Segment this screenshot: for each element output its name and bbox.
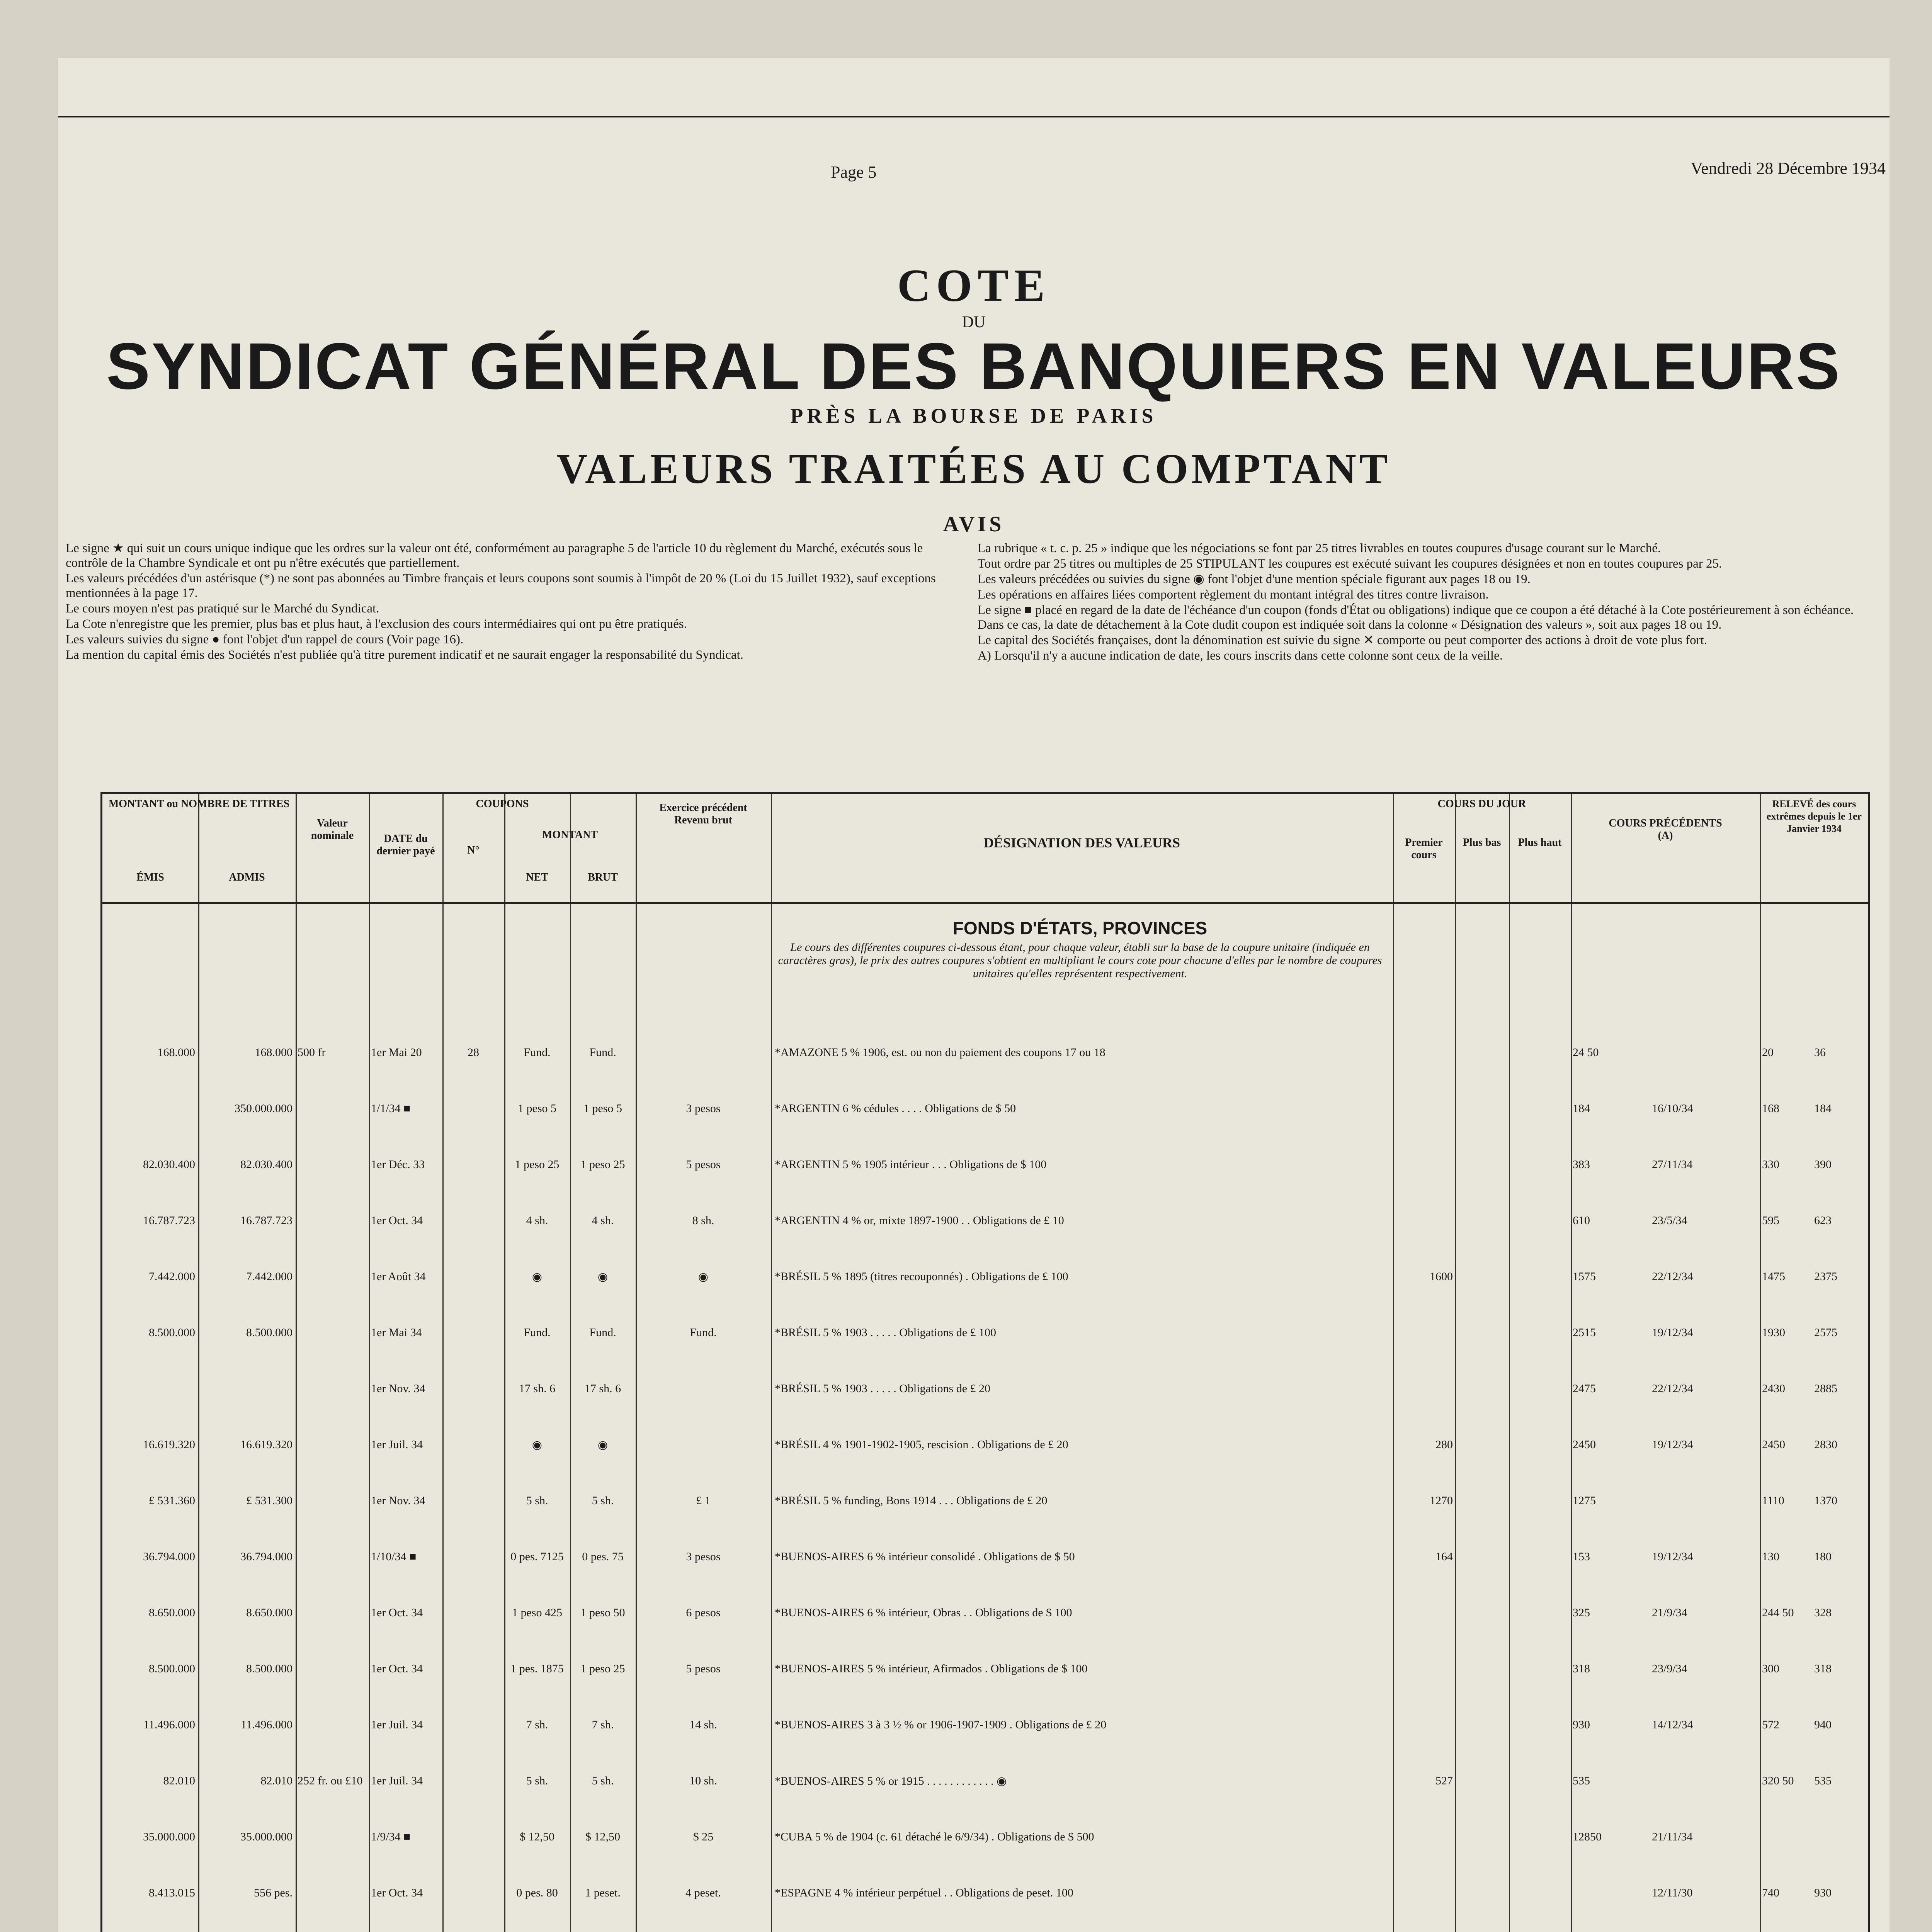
cell-exercice: 5 pesos (686, 1158, 721, 1171)
cell-prec: 318 (1573, 1662, 1590, 1675)
cell-prec: 2475 (1573, 1382, 1596, 1395)
cell-premier: 1600 (1430, 1270, 1453, 1283)
cell-emis: 35.000.000 (143, 1830, 195, 1843)
cell-net: 1 peso 25 (515, 1158, 560, 1171)
cell-no: 28 (468, 1046, 479, 1059)
cell-admis: 11.496.000 (241, 1718, 293, 1731)
cell-emis: 8.500.000 (149, 1326, 195, 1339)
column-rule (504, 794, 505, 1932)
avis-note: La mention du capital émis des Sociétés n'est publiée qu'à titre purement indicatif et ne saurait engager la responsabilité du Syndicat. (66, 648, 743, 662)
avis-note: Le signe ★ qui suit un cours unique indique que les ordres sur la valeur ont été, conformément au paragraphe 5 de l'article 10 du règlement du Marché, exécutés sous le contrôle de la Chambre Syndicale et ont pu n'être exécutés que partiellement. (66, 541, 923, 570)
cell-rel-haut: 2575 (1814, 1326, 1837, 1339)
cell-date: 1/10/34 ■ (371, 1550, 417, 1563)
cell-prec: 153 (1573, 1550, 1590, 1563)
cell-rel-haut: 940 (1814, 1718, 1832, 1731)
issue-date: Vendredi 28 Décembre 1934 (1690, 159, 1886, 178)
cell-prec: 610 (1573, 1214, 1590, 1227)
column-rule (369, 794, 370, 1932)
cell-brut: 1 peso 50 (580, 1606, 625, 1619)
cell-brut: 0 pes. 75 (582, 1550, 624, 1563)
table-row (102, 1153, 1868, 1175)
cell-designation: *AMAZONE 5 % 1906, est. ou non du paiement des coupons 17 ou 18 (775, 1046, 1105, 1059)
cell-admis: 7.442.000 (246, 1270, 293, 1283)
cell-valeur: 252 fr. ou £10 (298, 1774, 363, 1787)
cell-rel-haut: 930 (1814, 1886, 1832, 1899)
header-net: NET (526, 871, 548, 883)
cell-designation: *ESPAGNE 4 % intérieur perpétuel . . Obligations de peset. 100 (775, 1886, 1073, 1899)
cell-date: 1er Oct. 34 (371, 1606, 423, 1619)
cell-rel-haut: 184 (1814, 1102, 1832, 1115)
cell-designation: *BUENOS-AIRES 6 % intérieur consolidé . Obligations de $ 50 (775, 1550, 1075, 1563)
header-montant: MONTANT ou NOMBRE DE TITRES (108, 798, 290, 810)
column-rule (1393, 794, 1394, 1932)
cell-emis: 7.442.000 (149, 1270, 195, 1283)
cell-emis: £ 531.360 (149, 1494, 195, 1507)
cell-date: 1/9/34 ■ (371, 1830, 411, 1843)
table-row (102, 1714, 1868, 1735)
header-cours-precedents: COURS PRÉCÉDENTS (A) (1609, 817, 1722, 842)
cell-rel-bas: 130 (1762, 1550, 1779, 1563)
avis-note: Le capital des Sociétés françaises, dont la dénomination est suivie du signe ✕ comporte ou peut comporter des actions à droit de vote plus fort. (978, 633, 1707, 647)
cell-rel-haut: 2375 (1814, 1270, 1837, 1283)
cell-designation: *BRÉSIL 5 % 1895 (titres recouponnés) . Obligations de £ 100 (775, 1270, 1068, 1283)
cell-designation: *BUENOS-AIRES 6 % intérieur, Obras . . Obligations de $ 100 (775, 1606, 1072, 1619)
masthead-cote: COTE (897, 260, 1051, 311)
cell-rel-bas: 300 (1762, 1662, 1779, 1675)
cell-net: ◉ (532, 1439, 543, 1451)
cell-admis: 35.000.000 (240, 1830, 293, 1843)
cell-rel-bas: 740 (1762, 1886, 1779, 1899)
cell-date: 1er Mai 34 (371, 1326, 422, 1339)
cell-date: 1er Août 34 (371, 1270, 426, 1283)
column-rule (636, 794, 637, 1932)
table-section-title: FONDS D'ÉTATS, PROVINCES (952, 918, 1208, 938)
table-row (102, 1265, 1868, 1287)
cell-valeur: 500 fr (298, 1046, 326, 1059)
cell-rel-bas: 2450 (1762, 1438, 1785, 1451)
cell-net: 1 pes. 1875 (510, 1662, 564, 1675)
cell-net: 0 pes. 80 (516, 1886, 558, 1899)
table-row (102, 1209, 1868, 1231)
cell-admis: 8.650.000 (246, 1606, 293, 1619)
cell-prec-date: 23/5/34 (1652, 1214, 1687, 1227)
cell-brut: 17 sh. 6 (584, 1382, 621, 1395)
header-designation: DÉSIGNATION DES VALEURS (983, 835, 1180, 850)
cell-rel-haut: 318 (1814, 1662, 1832, 1675)
cell-exercice: 3 pesos (686, 1102, 721, 1115)
cell-date: 1er Oct. 34 (371, 1214, 423, 1227)
column-rule (1455, 794, 1456, 1932)
cell-admis: £ 531.300 (246, 1494, 293, 1507)
cell-emis: 8.500.000 (149, 1662, 195, 1675)
cell-net: 5 sh. (526, 1494, 548, 1507)
cell-net: $ 12,50 (520, 1830, 554, 1843)
header-date: DATE du dernier payé (376, 833, 435, 857)
cell-rel-bas: 330 (1762, 1158, 1779, 1171)
cell-prec: 24 50 (1573, 1046, 1599, 1059)
cell-rel-haut: 2830 (1814, 1438, 1837, 1451)
table-row (102, 1770, 1868, 1791)
cell-exercice: 3 pesos (686, 1550, 721, 1563)
column-rule (296, 794, 297, 1932)
table-section-note: Le cours des différentes coupures ci-dessous étant, pour chaque valeur, établi sur la base de la coupure unitaire (indiquée en caractères gras), le prix des autres coupures s'obtient en multipliant le cours cote pour chacune d'elles par le nombre de coupures unitaires qu'elles représentent respectivement. (778, 941, 1382, 980)
cell-rel-bas: 20 (1762, 1046, 1774, 1059)
table-row (102, 1378, 1868, 1399)
cell-designation: *ARGENTIN 6 % cédules . . . . Obligations de $ 50 (775, 1102, 1016, 1115)
cell-date: 1er Juil. 34 (371, 1774, 423, 1787)
cell-rel-bas: 572 (1762, 1718, 1779, 1731)
cell-designation: *BRÉSIL 4 % 1901-1902-1905, rescision . Obligations de £ 20 (775, 1438, 1068, 1451)
cell-prec-date: 16/10/34 (1652, 1102, 1693, 1115)
cell-brut: 5 sh. (592, 1774, 614, 1787)
table-row (102, 1097, 1868, 1119)
cell-brut: 1 peset. (585, 1886, 621, 1899)
column-rule (442, 794, 444, 1932)
avis-note: Les opérations en affaires liées comportent règlement du montant intégral des titres contre livraison. (978, 588, 1489, 602)
avis-note: Le cours moyen n'est pas pratiqué sur le Marché du Syndicat. (66, 602, 379, 616)
cell-rel-haut: 2885 (1814, 1382, 1837, 1395)
cell-rel-bas: 1475 (1762, 1270, 1785, 1283)
avis-note: Tout ordre par 25 titres ou multiples de 25 STIPULANT les coupures est exécuté suivant les coupures désignées et non en toutes coupures par 25. (978, 557, 1722, 571)
cell-brut: 5 sh. (592, 1494, 614, 1507)
cell-exercice: 8 sh. (692, 1214, 714, 1227)
table-row (102, 1602, 1868, 1623)
cell-premier: 1270 (1430, 1494, 1453, 1507)
cell-rel-bas: 2430 (1762, 1382, 1785, 1395)
cell-date: 1er Oct. 34 (371, 1886, 423, 1899)
cell-emis: 82.030.400 (143, 1158, 195, 1171)
cell-net: 7 sh. (526, 1718, 548, 1731)
cell-designation: *BUENOS-AIRES 5 % intérieur, Afirmados . Obligations de $ 100 (775, 1662, 1088, 1675)
cell-prec-date: 19/12/34 (1652, 1438, 1693, 1451)
avis-heading: AVIS (943, 512, 1005, 536)
cell-prec: 535 (1573, 1774, 1590, 1787)
top-rule (58, 58, 1889, 117)
avis-note: Les valeurs précédées d'un astérisque (*) ne sont pas abonnées au Timbre français et leurs coupons sont soumis à l'impôt de 20 % (Loi du 15 Juillet 1932), sauf exceptions mentionnées à la page 17. (66, 571, 936, 600)
cell-net: 1 peso 5 (518, 1102, 556, 1115)
cell-brut: Fund. (589, 1046, 616, 1059)
cell-net: 5 sh. (526, 1774, 548, 1787)
cell-emis: 82.010 (163, 1774, 195, 1787)
cell-prec: 1275 (1573, 1494, 1596, 1507)
cell-emis: 8.413.015 (149, 1886, 195, 1899)
cell-prec: 325 (1573, 1606, 1590, 1619)
cell-date: 1er Oct. 34 (371, 1662, 423, 1675)
cell-emis: 11.496.000 (143, 1718, 195, 1731)
table-row (102, 1321, 1868, 1343)
cell-prec: 930 (1573, 1718, 1590, 1731)
cell-brut: 1 peso 25 (580, 1158, 625, 1171)
column-rule (1509, 794, 1510, 1932)
cell-net: ◉ (532, 1270, 543, 1283)
table-row (102, 1826, 1868, 1847)
cell-prec: 2450 (1573, 1438, 1596, 1451)
cell-admis: 16.787.723 (240, 1214, 293, 1227)
cell-prec-date: 14/12/34 (1652, 1718, 1693, 1731)
cell-rel-haut: 623 (1814, 1214, 1832, 1227)
cell-prec-date: 21/9/34 (1652, 1606, 1687, 1619)
avis-note: La Cote n'enregistre que les premier, plus bas et plus haut, à l'exclusion des cours intermédiaires qui ont pu être pratiqués. (66, 617, 687, 631)
cell-prec-date: 19/12/34 (1652, 1550, 1693, 1563)
cell-exercice: £ 1 (696, 1494, 711, 1507)
cell-exercice: Fund. (690, 1326, 717, 1339)
cell-prec: 12850 (1573, 1830, 1602, 1843)
cell-rel-bas: 244 50 (1762, 1606, 1794, 1619)
cell-brut: 7 sh. (592, 1718, 614, 1731)
header-plus-haut: Plus haut (1518, 837, 1562, 849)
table-row (102, 1882, 1868, 1903)
cell-exercice: 6 pesos (686, 1606, 721, 1619)
avis-note: Les valeurs précédées ou suivies du signe ◉ font l'objet d'une mention spéciale figurant aux pages 18 ou 19. (978, 572, 1531, 586)
avis-left-column (66, 541, 947, 663)
cell-exercice: 14 sh. (689, 1718, 717, 1731)
cell-prec-date: 23/9/34 (1652, 1662, 1687, 1675)
cell-admis: 168.000 (255, 1046, 293, 1059)
header-emis: ÉMIS (136, 871, 164, 883)
cell-admis: 16.619.320 (240, 1438, 293, 1451)
column-rule (570, 794, 571, 1932)
header-admis: ADMIS (229, 871, 265, 883)
cell-prec-date: 21/11/34 (1652, 1830, 1693, 1843)
page-number: Page 5 (831, 163, 877, 182)
cell-prec-date: 12/11/30 (1652, 1886, 1693, 1899)
cell-admis: 556 pes. (254, 1886, 293, 1899)
header-releve: RELEVÉ des cours extrêmes depuis le 1er Janvier 1934 (1766, 798, 1862, 834)
cell-rel-haut: 180 (1814, 1550, 1832, 1563)
masthead-subtitle: PRÈS LA BOURSE DE PARIS (790, 404, 1157, 427)
cell-brut: 1 peso 5 (583, 1102, 622, 1115)
cell-prec-date: 22/12/34 (1652, 1382, 1693, 1395)
cell-admis: 8.500.000 (246, 1662, 293, 1675)
cell-prec: 1575 (1573, 1270, 1596, 1283)
header-exercice: Exercice précédent Revenu brut (659, 802, 747, 826)
cell-rel-bas: 168 (1762, 1102, 1779, 1115)
cell-emis: 16.787.723 (143, 1214, 195, 1227)
cell-designation: *BUENOS-AIRES 5 % or 1915 . . . . . . . . . . . . ◉ (775, 1775, 1007, 1787)
cell-admis: 82.010 (260, 1774, 293, 1787)
header-coupons: COUPONS (476, 798, 529, 810)
cell-emis: 168.000 (157, 1046, 195, 1059)
cell-prec: 2515 (1573, 1326, 1596, 1339)
newspaper-page (58, 58, 1889, 1932)
cell-brut: ◉ (597, 1270, 608, 1283)
cell-date: 1er Juil. 34 (371, 1718, 423, 1731)
cell-rel-bas: 320 50 (1762, 1774, 1794, 1787)
table-row (102, 1546, 1868, 1567)
cell-net: 0 pes. 7125 (510, 1550, 564, 1563)
cell-exercice: ◉ (698, 1270, 709, 1283)
column-rule (1571, 794, 1572, 1932)
cell-admis: 36.794.000 (240, 1550, 293, 1563)
cell-date: 1er Nov. 34 (371, 1382, 425, 1395)
header-rule (102, 902, 1868, 904)
cell-premier: 527 (1435, 1774, 1453, 1787)
header-brut: BRUT (588, 871, 618, 883)
cell-admis: 82.030.400 (240, 1158, 293, 1171)
header-cours-jour: COURS DU JOUR (1437, 798, 1526, 810)
cell-net: Fund. (524, 1046, 551, 1059)
cell-prec-date: 22/12/34 (1652, 1270, 1693, 1283)
cell-rel-haut: 328 (1814, 1606, 1832, 1619)
cell-designation: *BRÉSIL 5 % funding, Bons 1914 . . . Obligations de £ 20 (775, 1494, 1048, 1507)
cell-prec: 383 (1573, 1158, 1590, 1171)
column-rule (198, 794, 199, 1932)
cell-designation: *BRÉSIL 5 % 1903 . . . . . Obligations de £ 20 (775, 1382, 991, 1395)
header-plus-bas: Plus bas (1463, 837, 1501, 849)
avis-note: A) Lorsqu'il n'y a aucune indication de date, les cours inscrits dans cette colonne sont ceux de la veille. (978, 649, 1503, 663)
cell-prec-date: 27/11/34 (1652, 1158, 1693, 1171)
table-row (102, 1434, 1868, 1455)
cell-premier: 164 (1435, 1550, 1453, 1563)
cell-designation: *ARGENTIN 5 % 1905 intérieur . . . Obligations de $ 100 (775, 1158, 1047, 1171)
cell-net: 4 sh. (526, 1214, 548, 1227)
cell-rel-haut: 1370 (1814, 1494, 1837, 1507)
cell-rel-bas: 1110 (1762, 1494, 1784, 1507)
masthead-du: DU (962, 313, 986, 331)
cell-exercice: $ 25 (693, 1830, 714, 1843)
cell-date: 1/1/34 ■ (371, 1102, 411, 1115)
cell-rel-haut: 36 (1814, 1046, 1826, 1059)
cell-exercice: 4 peset. (685, 1886, 721, 1899)
cell-exercice: 5 pesos (686, 1662, 721, 1675)
cell-exercice: 10 sh. (689, 1774, 717, 1787)
cell-net: 17 sh. 6 (519, 1382, 556, 1395)
cell-designation: *CUBA 5 % de 1904 (c. 61 détaché le 6/9/34) . Obligations de $ 500 (775, 1830, 1094, 1843)
avis-note: Le signe ■ placé en regard de la date de l'échéance d'un coupon (fonds d'État ou obligations) indique que ce coupon a été détaché à la Cote postérieurement à son échéance. Dans ce cas, la date de détachement à la Cote dudit coupon est indiquée soit dans la colonne « Désignation des valeurs », soit aux pages 18 ou 19. (978, 603, 1854, 632)
cell-brut: ◉ (597, 1439, 608, 1451)
cell-rel-bas: 595 (1762, 1214, 1779, 1227)
cell-admis: 350.000.000 (235, 1102, 293, 1115)
avis-note: La rubrique « t. c. p. 25 » indique que les négociations se font par 25 titres livrables en toutes coupures d'usage courant sur le Marché. (978, 541, 1661, 555)
cell-designation: *BUENOS-AIRES 3 à 3 ½ % or 1906-1907-1909 . Obligations de £ 20 (775, 1718, 1107, 1731)
cell-designation: *BRÉSIL 5 % 1903 . . . . . Obligations de £ 100 (775, 1326, 997, 1339)
cell-prec: 184 (1573, 1102, 1590, 1115)
cell-emis: 16.619.320 (143, 1438, 195, 1451)
cell-date: 1er Juil. 34 (371, 1438, 423, 1451)
avis-note: Les valeurs suivies du signe ● font l'objet d'un rappel de cours (Voir page 16). (66, 633, 464, 646)
quotations-table (100, 792, 1870, 1932)
table-row (102, 1490, 1868, 1511)
section-heading: VALEURS TRAITÉES AU COMPTANT (556, 445, 1391, 492)
cell-brut: 4 sh. (592, 1214, 614, 1227)
cell-premier: 280 (1435, 1438, 1453, 1451)
header-premier: Premier cours (1405, 837, 1443, 861)
table-row (102, 1041, 1868, 1063)
cell-date: 1er Mai 20 (371, 1046, 422, 1059)
cell-rel-bas: 1930 (1762, 1326, 1785, 1339)
cell-brut: Fund. (589, 1326, 616, 1339)
cell-brut: $ 12,50 (585, 1830, 620, 1843)
cell-date: 1er Déc. 33 (371, 1158, 425, 1171)
header-montant-coupon: MONTANT (542, 829, 598, 841)
cell-brut: 1 peso 25 (580, 1662, 625, 1675)
avis-right-column (978, 541, 1882, 664)
cell-date: 1er Nov. 34 (371, 1494, 425, 1507)
table-row (102, 1658, 1868, 1679)
header-valeur: Valeur nominale (311, 817, 354, 842)
cell-net: 1 peso 425 (512, 1606, 562, 1619)
cell-designation: *ARGENTIN 4 % or, mixte 1897-1900 . . Obligations de £ 10 (775, 1214, 1064, 1227)
cell-rel-haut: 535 (1814, 1774, 1832, 1787)
cell-prec-date: 19/12/34 (1652, 1326, 1693, 1339)
header-no: N° (467, 844, 480, 856)
cell-rel-haut: 390 (1814, 1158, 1832, 1171)
column-rule (1760, 794, 1761, 1932)
cell-emis: 8.650.000 (149, 1606, 195, 1619)
cell-admis: 8.500.000 (246, 1326, 293, 1339)
masthead-title: SYNDICAT GÉNÉRAL DES BANQUIERS EN VALEURS (106, 330, 1842, 403)
cell-emis: 36.794.000 (143, 1550, 195, 1563)
cell-net: Fund. (524, 1326, 551, 1339)
